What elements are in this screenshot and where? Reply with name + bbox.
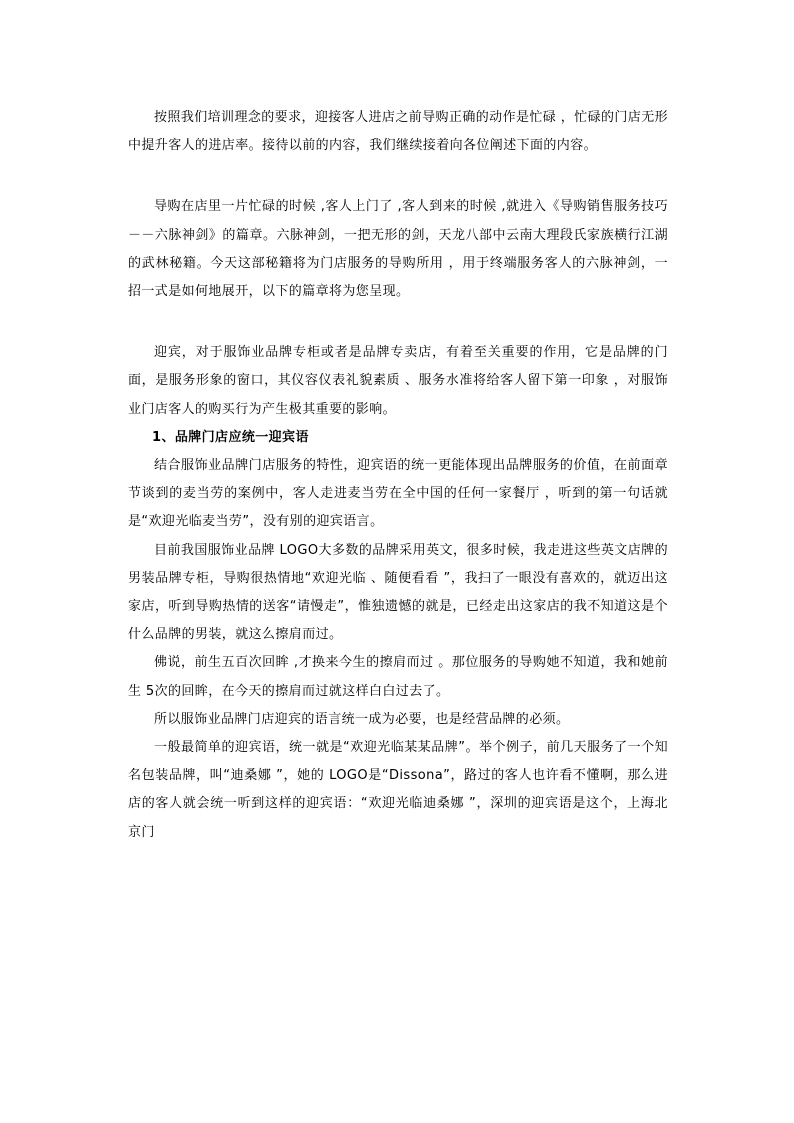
paragraph-gap	[128, 160, 668, 193]
paragraph-welcome-role: 迎宾，对于服饰业品牌专柜或者是品牌专卖店，有着至关重要的作用，它是品牌的门面，是服务形象的窗口，其仪容仪表礼貌素质 、服务水准将给客人留下第一印象 ，对服饰业门店客人的购买行为产生极其重要的影响。	[128, 345, 668, 417]
paragraph-six-swords: 导购在店里一片忙碌的时候 ,客人上门了 ,客人到来的时候 ,就进入《导购销售服务技巧－－六脉神剑》的篇章。六脉神剑，一把无形的剑，天龙八部中云南大理段氏家族横行江湖的武林秘籍。今天这部秘籍将为门店服务的导购所用 ，用于终端服务客人的六脉神剑，一招一式是如何地展开，以下的篇章将为您呈现。	[128, 199, 668, 300]
paragraph-necessity: 所以服饰业品牌门店迎宾的语言统一成为必要，也是经营品牌的必须。	[154, 711, 570, 727]
document-body	[128, 104, 668, 847]
paragraph-mcdonalds: 结合服饰业品牌门店服务的特性，迎宾语的统一更能体现出品牌服务的价值，在前面章节谈到的麦当劳的案例中，客人走进麦当劳在全中国的任何一家餐厅 ，听到的第一句话就是“欢迎光临麦当劳”，没有别的迎宾语言。	[128, 458, 668, 530]
paragraph-gap	[128, 306, 668, 339]
paragraph-buddha: 佛说，前生五百次回眸 ,才换来今生的擦肩而过 。那位服务的导购她不知道，我和她前生 5次的回眸，在今天的擦肩而过就这样白白过去了。	[128, 655, 668, 699]
paragraph-example: 一般最简单的迎宾语，统一就是“欢迎光临某某品牌”。举个例子，前几天服务了一个知名包装品牌，叫“迪桑娜 ”，她的 LOGO是“Dissona”，路过的客人也许看不懂啊，那么进店的客人就会统一听到这样的迎宾语：“欢迎光临迪桑娜 ”，深圳的迎宾语是这个，上海北京门	[128, 740, 668, 840]
paragraph-english-logo: 目前我国服饰业品牌 LOGO大多数的品牌采用英文，很多时候，我走进这些英文店牌的男装品牌专柜，导购很热情地“欢迎光临 、随便看看 ”，我扫了一眼没有喜欢的，就迈出这家店，听到导购热情的送客“请慢走”，惟独遗憾的就是，已经走出这家店的我不知道这是个什么品牌的男装，就这么擦肩而过。	[128, 542, 668, 643]
section-heading: 1、品牌门店应统一迎宾语	[152, 429, 309, 445]
paragraph-intro: 按照我们培训理念的要求，迎接客人进店之前导购正确的动作是忙碌 ，忙碌的门店无形中提升客人的进店率。接待以前的内容，我们继续接着向各位阐述下面的内容。	[128, 110, 668, 154]
